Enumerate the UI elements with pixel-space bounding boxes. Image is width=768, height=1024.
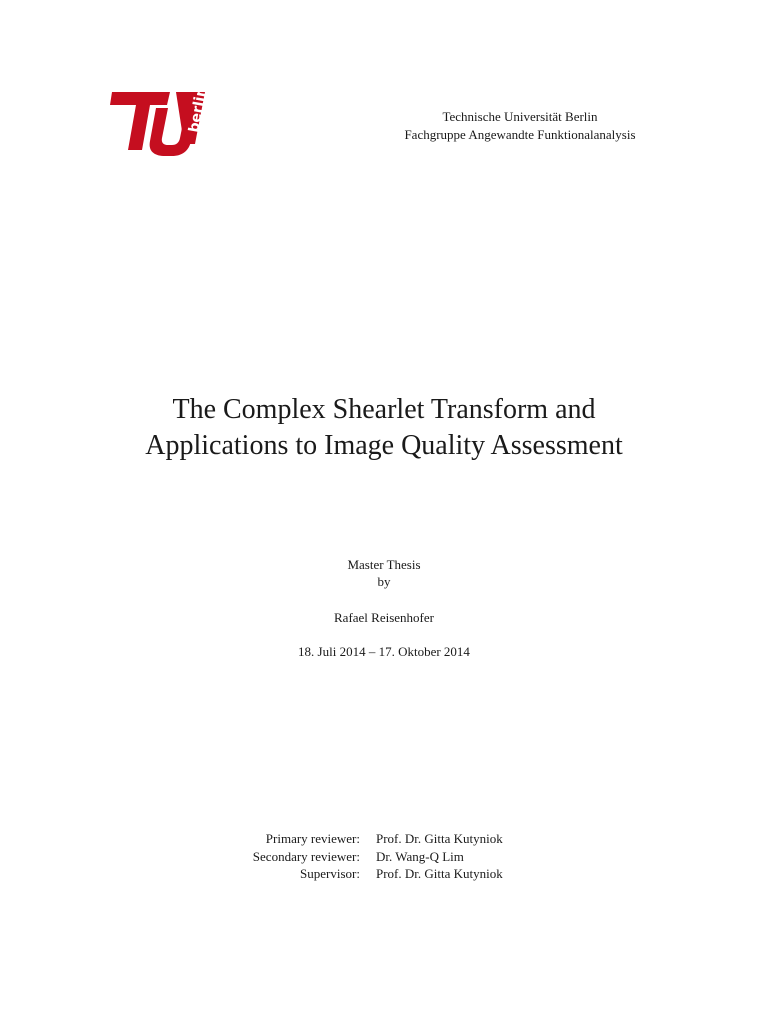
thesis-title xyxy=(0,392,768,464)
thesis-type-block xyxy=(0,556,768,590)
reviewer-row-supervisor xyxy=(200,865,503,883)
tu-berlin-logo xyxy=(110,85,210,158)
author-name: Rafael Reisenhofer xyxy=(334,610,434,625)
thesis-period: 18. Juli 2014 – 17. Oktober 2014 xyxy=(298,644,470,659)
tu-berlin-logo-icon xyxy=(110,85,210,158)
department-name: Fachgruppe Angewandte Funktionalanalysis xyxy=(404,127,636,142)
institution-block xyxy=(340,108,700,144)
thesis-type: Master Thesis xyxy=(347,557,421,572)
thesis-by: by xyxy=(377,574,391,589)
reviewer-name: Prof. Dr. Gitta Kutyniok xyxy=(376,831,503,846)
reviewers-table xyxy=(200,830,503,883)
title-line-1: The Complex Shearlet Transform and xyxy=(172,394,596,425)
reviewer-name: Prof. Dr. Gitta Kutyniok xyxy=(376,866,503,881)
reviewer-row-primary xyxy=(200,830,503,848)
reviewer-row-secondary xyxy=(200,848,503,866)
reviewer-role: Secondary reviewer: xyxy=(252,848,360,864)
reviewer-role: Supervisor: xyxy=(300,866,360,881)
reviewer-name: Dr. Wang-Q Lim xyxy=(376,848,464,864)
title-line-2: Applications to Image Quality Assessment xyxy=(145,430,623,461)
reviewer-role: Primary reviewer: xyxy=(265,831,360,846)
logo-wordmark: berlin xyxy=(186,85,210,134)
university-name: Technische Universität Berlin xyxy=(442,109,598,124)
